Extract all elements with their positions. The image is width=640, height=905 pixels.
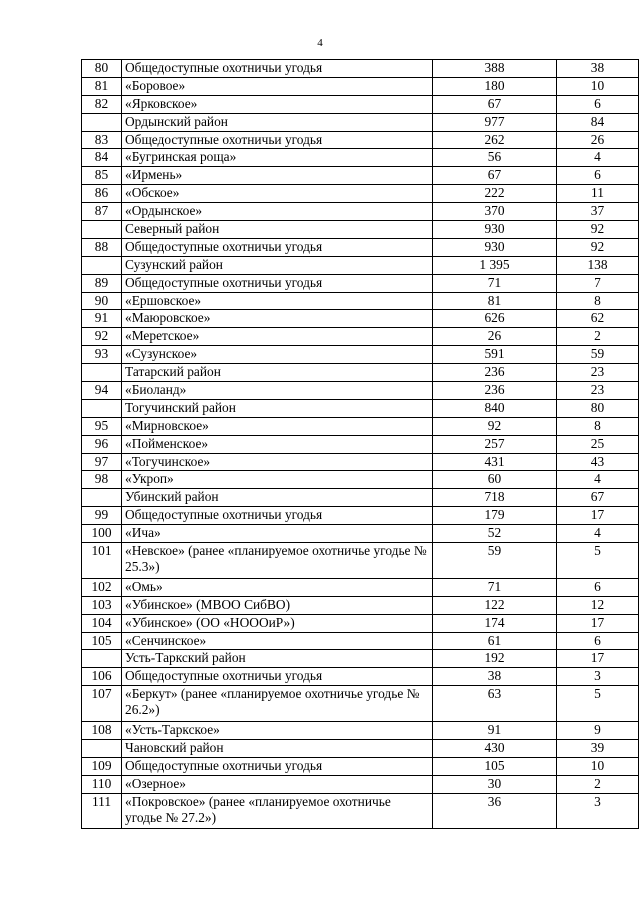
name-cell: Общедоступные охотничьи угодья: [122, 274, 433, 292]
row-number-cell: 104: [82, 614, 122, 632]
name-cell: «Усть-Таркское»: [122, 721, 433, 739]
value-2-cell: 10: [557, 77, 639, 95]
name-cell: «Пойменское»: [122, 435, 433, 453]
hunting-grounds-table: [81, 59, 639, 829]
value-2-cell: 17: [557, 507, 639, 525]
value-1-cell: 977: [433, 113, 557, 131]
table-row: [82, 775, 639, 793]
value-1-cell: 192: [433, 650, 557, 668]
table-row: [82, 686, 639, 722]
value-1-cell: 67: [433, 95, 557, 113]
district-row: [82, 650, 639, 668]
name-cell: «Меретское»: [122, 328, 433, 346]
table-row: [82, 668, 639, 686]
value-1-cell: 81: [433, 292, 557, 310]
value-1-cell: 60: [433, 471, 557, 489]
value-2-cell: 2: [557, 328, 639, 346]
value-1-cell: 52: [433, 525, 557, 543]
value-1-cell: 71: [433, 578, 557, 596]
value-2-cell: 26: [557, 131, 639, 149]
row-number-cell: 91: [82, 310, 122, 328]
value-1-cell: 91: [433, 721, 557, 739]
value-1-cell: 59: [433, 543, 557, 579]
name-cell: Общедоступные охотничьи угодья: [122, 757, 433, 775]
value-1-cell: 626: [433, 310, 557, 328]
table-row: [82, 757, 639, 775]
value-2-cell: 67: [557, 489, 639, 507]
name-cell: «Омь»: [122, 578, 433, 596]
row-number-cell: 83: [82, 131, 122, 149]
table-row: [82, 435, 639, 453]
table-row: [82, 578, 639, 596]
table-row: [82, 382, 639, 400]
name-cell: Общедоступные охотничьи угодья: [122, 60, 433, 78]
value-1-cell: 63: [433, 686, 557, 722]
row-number-cell: 81: [82, 77, 122, 95]
value-1-cell: 61: [433, 632, 557, 650]
value-2-cell: 43: [557, 453, 639, 471]
value-1-cell: 179: [433, 507, 557, 525]
table-row: [82, 203, 639, 221]
row-number-cell: 101: [82, 543, 122, 579]
value-2-cell: 12: [557, 596, 639, 614]
table-row: [82, 543, 639, 579]
row-number-cell: 87: [82, 203, 122, 221]
value-2-cell: 2: [557, 775, 639, 793]
table-row: [82, 346, 639, 364]
value-1-cell: 1 395: [433, 256, 557, 274]
table-row: [82, 238, 639, 256]
row-number-cell: 90: [82, 292, 122, 310]
name-cell: «Ирмень»: [122, 167, 433, 185]
value-1-cell: 431: [433, 453, 557, 471]
value-1-cell: 262: [433, 131, 557, 149]
row-number-cell: 109: [82, 757, 122, 775]
value-1-cell: 430: [433, 739, 557, 757]
value-2-cell: 25: [557, 435, 639, 453]
value-1-cell: 388: [433, 60, 557, 78]
row-number-cell: 89: [82, 274, 122, 292]
row-number-cell: 97: [82, 453, 122, 471]
row-number-cell: [82, 739, 122, 757]
table-row: [82, 507, 639, 525]
row-number-cell: 94: [82, 382, 122, 400]
table-body: [82, 60, 639, 829]
value-1-cell: 257: [433, 435, 557, 453]
row-number-cell: 98: [82, 471, 122, 489]
row-number-cell: [82, 650, 122, 668]
value-2-cell: 6: [557, 578, 639, 596]
name-cell: Ордынский район: [122, 113, 433, 131]
value-2-cell: 6: [557, 167, 639, 185]
value-2-cell: 4: [557, 149, 639, 167]
row-number-cell: 107: [82, 686, 122, 722]
row-number-cell: [82, 113, 122, 131]
value-2-cell: 38: [557, 60, 639, 78]
value-1-cell: 67: [433, 167, 557, 185]
row-number-cell: [82, 489, 122, 507]
value-1-cell: 26: [433, 328, 557, 346]
table-row: [82, 417, 639, 435]
name-cell: «Тогучинское»: [122, 453, 433, 471]
district-row: [82, 256, 639, 274]
value-2-cell: 4: [557, 471, 639, 489]
value-1-cell: 174: [433, 614, 557, 632]
table-row: [82, 596, 639, 614]
value-2-cell: 39: [557, 739, 639, 757]
name-cell: Общедоступные охотничьи угодья: [122, 507, 433, 525]
value-1-cell: 92: [433, 417, 557, 435]
value-1-cell: 718: [433, 489, 557, 507]
name-cell: «Бугринская роща»: [122, 149, 433, 167]
value-1-cell: 71: [433, 274, 557, 292]
table-row: [82, 274, 639, 292]
name-cell: «Убинское» (МВОО СибВО): [122, 596, 433, 614]
value-1-cell: 236: [433, 382, 557, 400]
district-row: [82, 739, 639, 757]
name-cell: Чановский район: [122, 739, 433, 757]
table-row: [82, 60, 639, 78]
row-number-cell: 103: [82, 596, 122, 614]
row-number-cell: 108: [82, 721, 122, 739]
name-cell: Общедоступные охотничьи угодья: [122, 668, 433, 686]
table-row: [82, 292, 639, 310]
table-row: [82, 328, 639, 346]
value-1-cell: 840: [433, 399, 557, 417]
value-2-cell: 80: [557, 399, 639, 417]
name-cell: «Мирновское»: [122, 417, 433, 435]
row-number-cell: 106: [82, 668, 122, 686]
row-number-cell: 99: [82, 507, 122, 525]
value-2-cell: 3: [557, 793, 639, 829]
value-2-cell: 7: [557, 274, 639, 292]
row-number-cell: 84: [82, 149, 122, 167]
table-row: [82, 95, 639, 113]
value-1-cell: 122: [433, 596, 557, 614]
name-cell: «Биоланд»: [122, 382, 433, 400]
value-1-cell: 105: [433, 757, 557, 775]
value-2-cell: 11: [557, 185, 639, 203]
name-cell: Усть-Таркский район: [122, 650, 433, 668]
value-2-cell: 3: [557, 668, 639, 686]
value-2-cell: 23: [557, 382, 639, 400]
value-2-cell: 8: [557, 292, 639, 310]
name-cell: «Ярковское»: [122, 95, 433, 113]
table-row: [82, 721, 639, 739]
row-number-cell: 95: [82, 417, 122, 435]
value-1-cell: 30: [433, 775, 557, 793]
name-cell: «Обское»: [122, 185, 433, 203]
row-number-cell: 92: [82, 328, 122, 346]
table-row: [82, 131, 639, 149]
table-row: [82, 185, 639, 203]
value-2-cell: 59: [557, 346, 639, 364]
table-row: [82, 453, 639, 471]
value-2-cell: 4: [557, 525, 639, 543]
name-cell: «Убинское» (ОО «НОООиР»): [122, 614, 433, 632]
name-cell: «Покровское» (ранее «планируемое охотничье угодье № 27.2»): [122, 793, 433, 829]
row-number-cell: 88: [82, 238, 122, 256]
district-row: [82, 399, 639, 417]
row-number-cell: 85: [82, 167, 122, 185]
row-number-cell: 102: [82, 578, 122, 596]
value-2-cell: 10: [557, 757, 639, 775]
value-1-cell: 370: [433, 203, 557, 221]
value-1-cell: 56: [433, 149, 557, 167]
table-row: [82, 167, 639, 185]
name-cell: «Ершовское»: [122, 292, 433, 310]
name-cell: Общедоступные охотничьи угодья: [122, 131, 433, 149]
name-cell: «Укроп»: [122, 471, 433, 489]
table-row: [82, 77, 639, 95]
name-cell: Тогучинский район: [122, 399, 433, 417]
row-number-cell: [82, 364, 122, 382]
row-number-cell: [82, 256, 122, 274]
value-2-cell: 5: [557, 543, 639, 579]
row-number-cell: 93: [82, 346, 122, 364]
value-2-cell: 84: [557, 113, 639, 131]
row-number-cell: 105: [82, 632, 122, 650]
value-1-cell: 36: [433, 793, 557, 829]
row-number-cell: 96: [82, 435, 122, 453]
value-1-cell: 38: [433, 668, 557, 686]
value-2-cell: 8: [557, 417, 639, 435]
table-row: [82, 793, 639, 829]
name-cell: «Сузунское»: [122, 346, 433, 364]
value-2-cell: 138: [557, 256, 639, 274]
value-2-cell: 23: [557, 364, 639, 382]
district-row: [82, 489, 639, 507]
row-number-cell: 80: [82, 60, 122, 78]
value-1-cell: 930: [433, 238, 557, 256]
table-row: [82, 525, 639, 543]
name-cell: «Ича»: [122, 525, 433, 543]
name-cell: Убинский район: [122, 489, 433, 507]
row-number-cell: [82, 221, 122, 239]
value-1-cell: 180: [433, 77, 557, 95]
name-cell: Сузунский район: [122, 256, 433, 274]
name-cell: Северный район: [122, 221, 433, 239]
name-cell: «Боровое»: [122, 77, 433, 95]
value-2-cell: 62: [557, 310, 639, 328]
name-cell: «Сенчинское»: [122, 632, 433, 650]
value-2-cell: 17: [557, 614, 639, 632]
table-row: [82, 149, 639, 167]
value-2-cell: 92: [557, 221, 639, 239]
value-1-cell: 591: [433, 346, 557, 364]
row-number-cell: 82: [82, 95, 122, 113]
name-cell: «Озерное»: [122, 775, 433, 793]
value-2-cell: 17: [557, 650, 639, 668]
name-cell: Общедоступные охотничьи угодья: [122, 238, 433, 256]
value-1-cell: 236: [433, 364, 557, 382]
table-row: [82, 632, 639, 650]
value-2-cell: 5: [557, 686, 639, 722]
name-cell: «Ордынское»: [122, 203, 433, 221]
name-cell: Татарский район: [122, 364, 433, 382]
value-1-cell: 222: [433, 185, 557, 203]
value-2-cell: 92: [557, 238, 639, 256]
row-number-cell: 86: [82, 185, 122, 203]
table-row: [82, 614, 639, 632]
value-2-cell: 9: [557, 721, 639, 739]
value-2-cell: 37: [557, 203, 639, 221]
name-cell: «Невское» (ранее «планируемое охотничье угодье № 25.3»): [122, 543, 433, 579]
page-number: 4: [317, 37, 323, 49]
value-1-cell: 930: [433, 221, 557, 239]
table-row: [82, 471, 639, 489]
row-number-cell: 100: [82, 525, 122, 543]
name-cell: «Маюровское»: [122, 310, 433, 328]
table-row: [82, 310, 639, 328]
value-2-cell: 6: [557, 95, 639, 113]
row-number-cell: 110: [82, 775, 122, 793]
district-row: [82, 221, 639, 239]
district-row: [82, 364, 639, 382]
row-number-cell: 111: [82, 793, 122, 829]
district-row: [82, 113, 639, 131]
name-cell: «Беркут» (ранее «планируемое охотничье угодье № 26.2»): [122, 686, 433, 722]
value-2-cell: 6: [557, 632, 639, 650]
row-number-cell: [82, 399, 122, 417]
